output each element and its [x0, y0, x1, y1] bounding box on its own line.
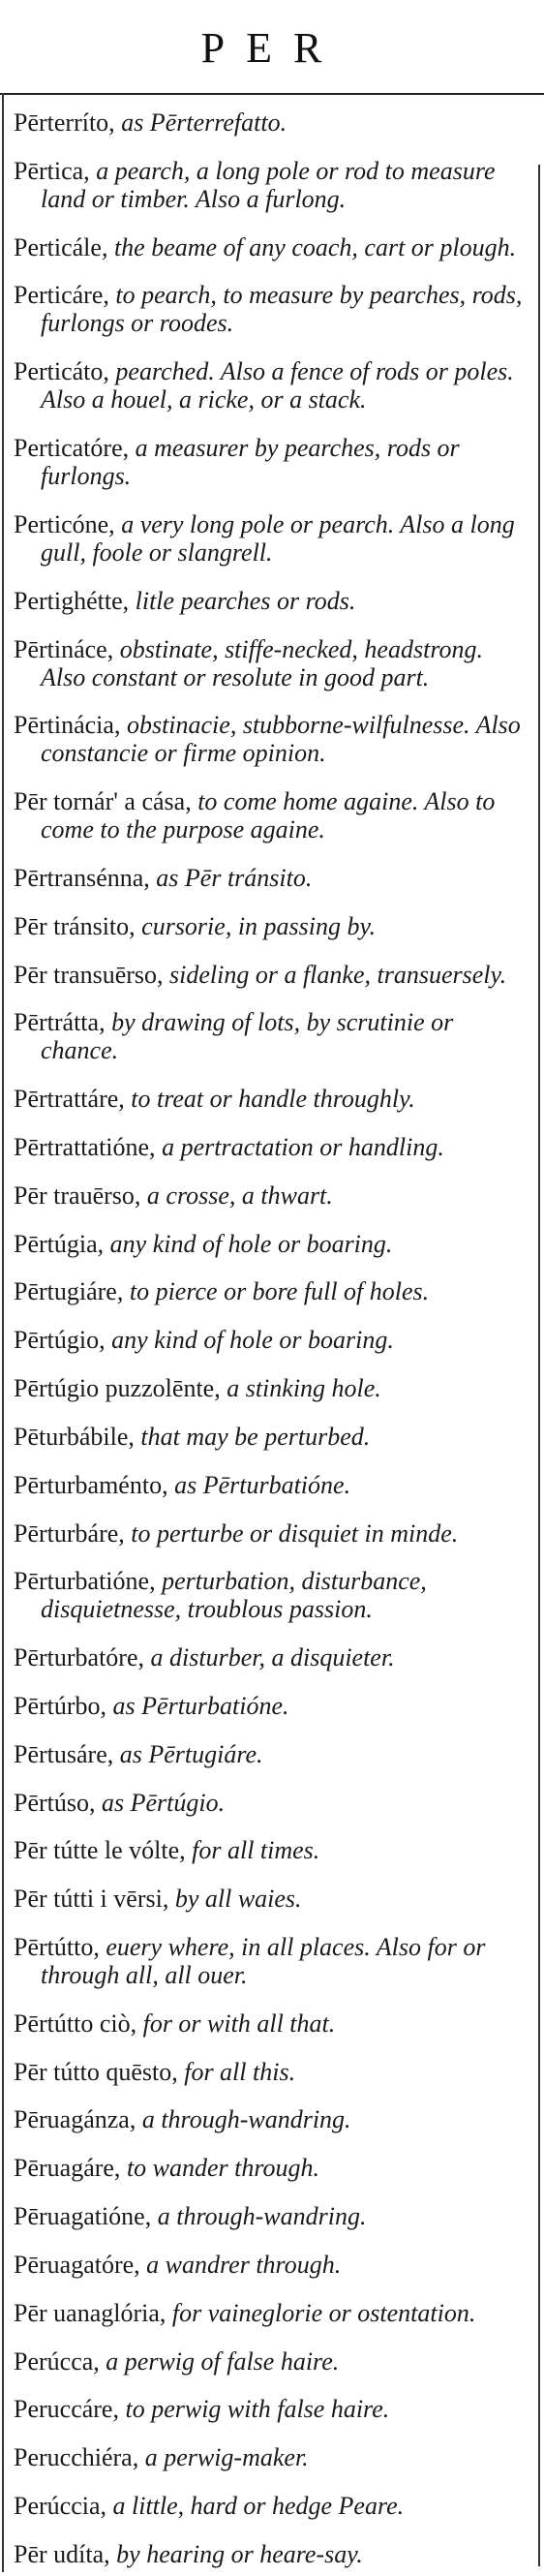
- entry-headword: Peruccáre,: [14, 2395, 119, 2424]
- entry-definition: to pierce or bore full of holes.: [129, 1277, 430, 1306]
- dictionary-entry: [14, 2443, 525, 2471]
- dictionary-entry: [14, 1085, 525, 1113]
- entry-headword: Perucchiéra,: [14, 2443, 139, 2472]
- dictionary-entry: [14, 2202, 525, 2230]
- entry-headword: Perticáre,: [14, 281, 109, 310]
- entry-definition: to perwig with false haire.: [125, 2395, 390, 2424]
- dictionary-entry: [14, 2540, 525, 2568]
- entry-definition: a stinking hole.: [227, 1374, 381, 1403]
- dictionary-entry: [14, 2347, 525, 2376]
- dictionary-entry: [14, 1567, 525, 1623]
- entry-definition: as Pērturbatióne.: [174, 1470, 351, 1499]
- entry-headword: Perticále,: [14, 232, 108, 261]
- entry-headword: Pērtinácia,: [14, 711, 121, 740]
- dictionary-entry: [14, 2105, 525, 2133]
- entry-headword: Pēruagánza,: [14, 2105, 136, 2134]
- entry-headword: Pērturbatóre,: [14, 1643, 145, 1672]
- entry-definition: to come home againe. Also to come to the purpose againe.: [41, 787, 496, 844]
- dictionary-entry: [14, 635, 525, 691]
- entry-headword: Pēruagatóre,: [14, 2250, 140, 2279]
- dictionary-entry: [14, 434, 525, 490]
- entry-definition: a disturber, a disquieter.: [150, 1643, 395, 1672]
- entry-definition: a pearch, a long pole or rod to measure land or timber. Also a furlong.: [41, 156, 496, 213]
- entry-definition: for all this.: [184, 2057, 296, 2086]
- entry-headword: Perticatóre,: [14, 434, 130, 463]
- dictionary-entry: [14, 1933, 525, 1989]
- entry-definition: the beame of any coach, cart or plough.: [113, 232, 517, 261]
- entry-definition: by drawing of lots, by scrutinie or chance.: [41, 1008, 454, 1065]
- entry-definition: a crosse, a thwart.: [146, 1181, 333, 1210]
- entry-headword: Pēr uanaglória,: [14, 2298, 166, 2327]
- entry-definition: a perwig of false haire.: [106, 2346, 340, 2376]
- entry-headword: Pērtútto ciò,: [14, 2009, 137, 2038]
- entry-headword: Perticóne,: [14, 509, 115, 538]
- entry-definition: to perturbe or disquiet in minde.: [131, 1518, 459, 1548]
- entry-definition: as Pērterrefatto.: [121, 108, 287, 137]
- entry-headword: Pērtúgia,: [14, 1229, 105, 1258]
- dictionary-entry: [14, 1740, 525, 1768]
- entry-definition: cursorie, in passing by.: [141, 911, 377, 940]
- dictionary-entry: [14, 1471, 525, 1499]
- entry-definition: a through-wandring.: [141, 2105, 351, 2134]
- entry-headword: Pēr tútto quēsto,: [14, 2057, 178, 2086]
- dictionary-entry: [14, 1008, 525, 1064]
- dictionary-entry: [14, 787, 525, 843]
- dictionary-entry: [14, 1692, 525, 1720]
- entry-definition: as Pērturbatióne.: [112, 1691, 289, 1720]
- dictionary-entry: [14, 1181, 525, 1210]
- dictionary-entry: [14, 1374, 525, 1402]
- entry-headword: Pēr trauērso,: [14, 1181, 141, 1210]
- entry-headword: Pērtusáre,: [14, 1739, 114, 1768]
- dictionary-entry: [14, 912, 525, 940]
- entry-definition: perturbation, disturbance, disquietnesse, troublous passion.: [41, 1567, 427, 1624]
- entry-definition: that may be perturbed.: [140, 1422, 371, 1451]
- entry-headword: Pērtransénna,: [14, 863, 150, 892]
- dictionary-entry: [14, 1643, 525, 1671]
- dictionary-entry: [14, 157, 525, 213]
- entry-headword: Pēruagatióne,: [14, 2202, 152, 2231]
- dictionary-entry: [14, 2154, 525, 2182]
- entry-definition: a very long pole or pearch. Also a long gull, foole or slangrell.: [41, 509, 515, 567]
- entry-headword: Pērturbaménto,: [14, 1470, 168, 1499]
- dictionary-entry: [14, 2395, 525, 2423]
- entry-definition: a wandrer through.: [146, 2250, 342, 2279]
- entry-headword: Pēturbábile,: [14, 1422, 135, 1451]
- entry-headword: Pērturbáre,: [14, 1518, 125, 1548]
- entry-definition: for or with all that.: [142, 2009, 336, 2038]
- entry-definition: pearched. Also a fence of rods or poles. Also a houel, a ricke, or a stack.: [41, 357, 514, 414]
- entry-definition: to pearch, to measure by pearches, rods, furlongs or roodes.: [41, 281, 523, 338]
- entry-definition: to wander through.: [126, 2154, 320, 2183]
- entry-headword: Pēr tornár' a cása,: [14, 787, 192, 816]
- dictionary-entry: [14, 2492, 525, 2520]
- entry-definition: for vaineglorie or ostentation.: [171, 2298, 476, 2327]
- dictionary-entry: [14, 1789, 525, 1817]
- dictionary-entry: [14, 281, 525, 337]
- running-head: PER: [200, 24, 344, 72]
- entry-headword: Perúcca,: [14, 2346, 100, 2376]
- entry-headword: Pēr tránsito,: [14, 911, 136, 940]
- entry-definition: as Pērtúgio.: [102, 1788, 226, 1817]
- dictionary-entry: [14, 1326, 525, 1354]
- dictionary-entry: [14, 1277, 525, 1305]
- dictionary-entry: [14, 510, 525, 567]
- dictionary-entry: [14, 2251, 525, 2279]
- dictionary-entry: [14, 2058, 525, 2086]
- entry-definition: obstinate, stiffe-necked, headstrong. Also constant or resolute in good part.: [41, 634, 483, 691]
- entry-definition: for all times.: [192, 1836, 320, 1865]
- entry-headword: Pertighétte,: [14, 586, 130, 615]
- entry-headword: Pērturbatióne,: [14, 1567, 156, 1596]
- entry-headword: Pērtútto,: [14, 1933, 100, 1961]
- dictionary-entry: [14, 711, 525, 767]
- entry-headword: Pērtúgio puzzolēnte,: [14, 1374, 221, 1403]
- dictionary-entry: [14, 233, 525, 261]
- entry-headword: Pēruagáre,: [14, 2154, 121, 2183]
- dictionary-entry: [14, 587, 525, 615]
- entry-definition: any kind of hole or boaring.: [111, 1326, 394, 1355]
- entry-definition: any kind of hole or boaring.: [109, 1229, 393, 1258]
- dictionary-entry: [14, 2299, 525, 2327]
- entry-definition: sideling or a flanke, transuersely.: [169, 960, 507, 989]
- dictionary-entry: [14, 1885, 525, 1913]
- entry-headword: Pēr udíta,: [14, 2539, 110, 2568]
- entry-headword: Perticáto,: [14, 357, 109, 386]
- entry-definition: by all waies.: [174, 1885, 302, 1914]
- entry-column: [0, 108, 544, 2568]
- entry-definition: a through-wandring.: [157, 2202, 367, 2231]
- entry-headword: Pērtrátta,: [14, 1008, 106, 1037]
- entry-headword: Pērterríto,: [14, 108, 115, 137]
- entry-headword: Pērtúgio,: [14, 1326, 106, 1355]
- entry-headword: Pēr tútti i vērsi,: [14, 1885, 169, 1914]
- entry-definition: as Pēr tránsito.: [156, 863, 313, 892]
- entry-headword: Pērtináce,: [14, 634, 114, 663]
- dictionary-entry: [14, 2009, 525, 2038]
- entry-definition: a measurer by pearches, rods or furlongs.: [41, 434, 460, 491]
- dictionary-entry: [14, 864, 525, 892]
- dictionary-entry: [14, 961, 525, 989]
- entry-headword: Pēr tútte le vólte,: [14, 1836, 186, 1865]
- dictionary-entry: [14, 1836, 525, 1864]
- entry-definition: a pertractation or handling.: [162, 1133, 444, 1161]
- entry-definition: a perwig-maker.: [144, 2443, 309, 2472]
- entry-headword: Pērtúrbo,: [14, 1691, 107, 1720]
- dictionary-entry: [14, 1133, 525, 1161]
- entry-definition: euery where, in all places. Also for or through all, all ouer.: [41, 1933, 486, 1989]
- entry-definition: as Pērtugiáre.: [119, 1739, 263, 1768]
- entry-definition: a little, hard or hedge Peare.: [112, 2491, 405, 2520]
- dictionary-entry: [14, 1519, 525, 1548]
- header-rule: [0, 93, 544, 95]
- entry-headword: Perúccia,: [14, 2491, 107, 2520]
- entry-definition: by hearing or heare-say.: [116, 2539, 363, 2568]
- entry-definition: litle pearches or rods.: [135, 586, 356, 615]
- entry-headword: Pēr transuērso,: [14, 960, 164, 989]
- dictionary-entry: [14, 1423, 525, 1451]
- dictionary-entry: [14, 1230, 525, 1258]
- entry-headword: Pērtúso,: [14, 1788, 96, 1817]
- entry-definition: to treat or handle throughly.: [131, 1085, 415, 1114]
- entry-headword: Pērtrattáre,: [14, 1085, 125, 1114]
- entry-definition: obstinacie, stubborne-wilfulnesse. Also constancie or firme opinion.: [41, 711, 521, 768]
- dictionary-entry: [14, 357, 525, 414]
- entry-headword: Pērtica,: [14, 156, 90, 185]
- entry-headword: Pērtrattatióne,: [14, 1133, 156, 1161]
- dictionary-entry: [14, 108, 525, 137]
- entry-headword: Pērtugiáre,: [14, 1277, 124, 1306]
